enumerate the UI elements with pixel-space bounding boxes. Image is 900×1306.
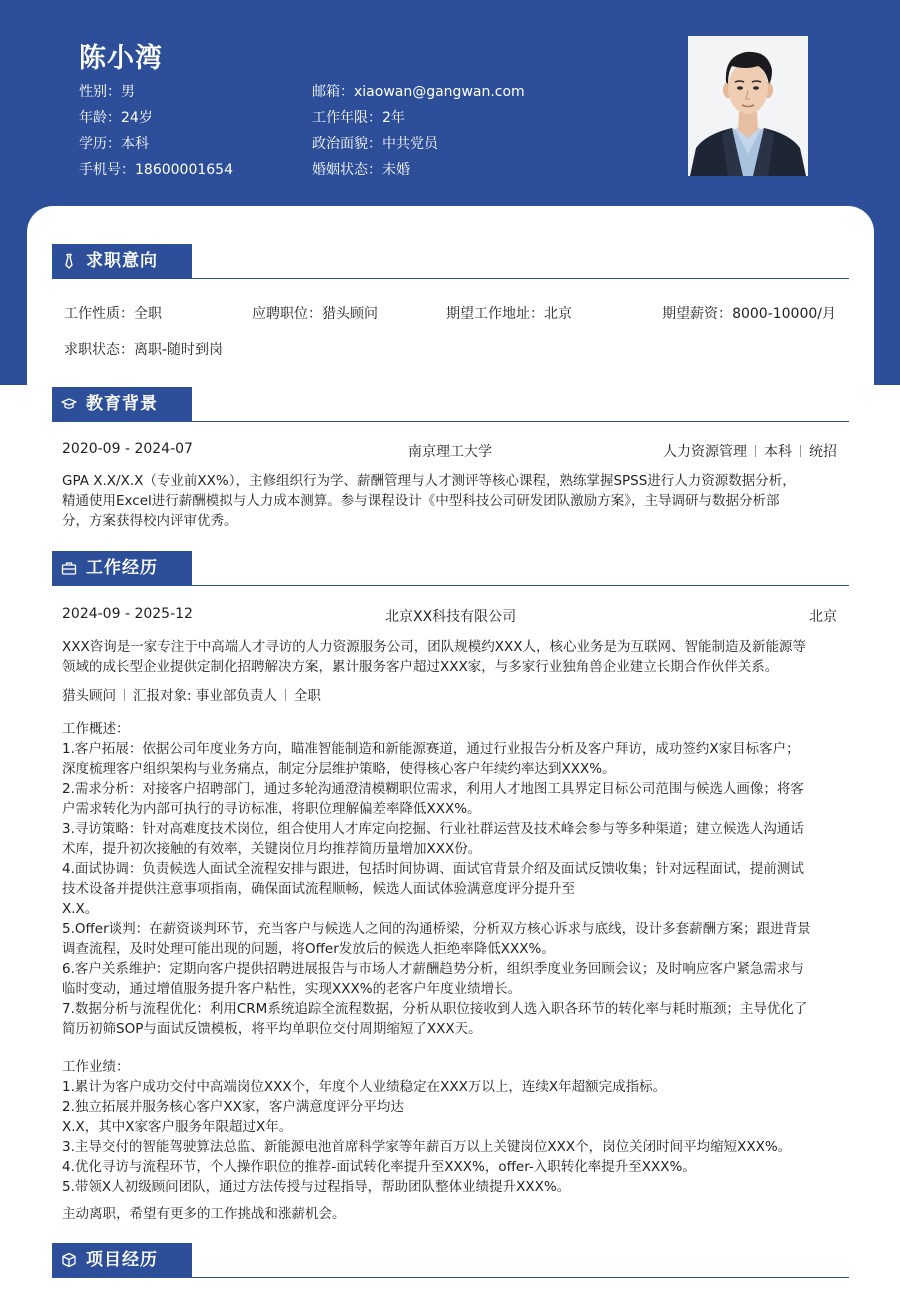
text-line: 4.优化寻访与流程环节，个人操作职位的推荐-面试转化率提升至XXX%，offer-入职转化率提升至XXX%。: [62, 1159, 696, 1175]
work-achievements: [62, 1057, 842, 1197]
section-intent-tab: [52, 244, 192, 278]
basic-info-right: [312, 79, 525, 183]
edu-degree: 本科: [764, 444, 792, 460]
section-intent-title: 求职意向: [86, 251, 158, 271]
text-line: 户需求转化为内部可执行的寻访标准，将职位理解偏差率降低XXX%。: [62, 801, 481, 817]
basic-info-left: [79, 79, 233, 183]
text-line: 分，方案获得校内评审优秀。: [62, 513, 238, 529]
text-line: 工作概述：: [62, 721, 130, 737]
profile-photo: [688, 36, 808, 176]
job-location: [446, 303, 572, 323]
graduation-cap-icon: [61, 396, 77, 412]
cube-icon: [61, 1252, 77, 1268]
section-education-header: [52, 387, 849, 422]
political-status: 政治面貌：中共党员: [312, 136, 438, 152]
divider: [285, 689, 286, 701]
text-line: 临时变动，通过增值服务提升客户粘性，实现XXX%的老客户年度业绩增长。: [62, 981, 522, 997]
job-location-value: 北京: [544, 306, 572, 322]
text-line: 调查流程，及时处理可能出现的问题，将Offer发放后的候选人拒绝率降低XXX%。: [62, 941, 555, 957]
section-education-title: 教育背景: [86, 394, 158, 414]
text-line: 深度梳理客户组织架构与业务痛点，制定分层维护策略，使得核心客户年续约率达到XXX%。: [62, 761, 616, 777]
section-education-tab: [52, 387, 192, 421]
text-line: XXX咨询是一家专注于中高端人才寻访的人力资源服务公司，团队规模约XXX人，核心业务是为互联网、智能制造及新能源等: [62, 639, 806, 655]
section-project-title: 项目经历: [86, 1250, 158, 1270]
work-tag: 猎头顾问: [62, 688, 116, 704]
text-line: 精通使用Excel进行薪酬模拟与人力成本测算。参与课程设计《中型科技公司研发团队激励方案》，主导调研与数据分析部: [62, 493, 780, 509]
edu-description: [62, 471, 842, 531]
section-project-tab: [52, 1243, 192, 1277]
job-type: [64, 303, 162, 323]
text-line: 4.面试协调：负责候选人面试全流程安排与跟进，包括时间协调、面试官背景介绍及面试反馈收集；针对远程面试，提前测试: [62, 861, 804, 877]
text-line: 3.主导交付的智能驾驶算法总监、新能源电池首席科学家等年薪百万以上关键岗位XXX个，岗位关闭时间平均缩短XXX%。: [62, 1139, 792, 1155]
work-company: 北京XX科技有限公司: [385, 609, 517, 625]
text-line: 2.独立拓展并服务核心客户XX家，客户满意度评分平均达: [62, 1099, 404, 1115]
text-line: 领域的成长型企业提供定制化招聘解决方案，累计服务客户超过XXX家，与多家行业独角兽企业建立长期合作伙伴关系。: [62, 659, 779, 675]
text-line: 1.客户拓展：依据公司年度业务方向，瞄准智能制造和新能源赛道，通过行业报告分析及客户拜访，成功签约X家目标客户；: [62, 741, 800, 757]
job-salary-label: 期望薪资：: [662, 306, 733, 322]
divider: [755, 445, 756, 457]
job-status-value: 离职-随时到岗: [134, 342, 224, 358]
job-type-value: 全职: [134, 306, 162, 322]
text-line: 1.累计为客户成功交付中高端岗位XXX个，年度个人业绩稳定在XXX万以上，连续X年超额完成指标。: [62, 1079, 667, 1095]
job-location-label: 期望工作地址：: [446, 306, 544, 322]
text-line: GPA X.X/X.X（专业前XX%），主修组织行为学、薪酬管理与人才测评等核心课程，熟练掌握SPSS进行人力资源数据分析，: [62, 473, 796, 489]
text-line: 5.带领X人初级顾问团队，通过方法传授与过程指导，帮助团队整体业绩提升XXX%。: [62, 1179, 571, 1195]
text-line: 2.需求分析：对接客户招聘部门，通过多轮沟通澄清模糊职位需求，利用人才地图工具界定目标公司范围与候选人画像；将客: [62, 781, 804, 797]
text-line: 3.寻访策略：针对高难度技术岗位，组合使用人才库定向挖掘、行业社群运营及技术峰会参与等多种渠道；建立候选人沟通话: [62, 821, 804, 837]
section-work-tab: [52, 551, 192, 585]
work-tags: [62, 684, 321, 704]
job-status-label: 求职状态：: [64, 342, 134, 358]
text-line: 技术设备并提供注意事项指南，确保面试流程顺畅，候选人面试体验满意度评分提升至: [62, 881, 575, 897]
leave-reason: 主动离职，希望有更多的工作挑战和涨薪机会。: [62, 1206, 346, 1222]
marital-status: 婚姻状态：未婚: [312, 162, 410, 178]
text-line: 工作业绩：: [62, 1059, 130, 1075]
tie-icon: [61, 253, 77, 269]
job-position: [252, 303, 378, 323]
job-position-value: 猎头顾问: [322, 306, 378, 322]
age: 年龄：24岁: [79, 110, 153, 126]
education-level: 学历：本科: [79, 136, 149, 152]
briefcase-icon: [61, 560, 77, 576]
job-salary-value: 8000-10000/月: [732, 306, 836, 322]
email: 邮箱：xiaowan@gangwan.com: [312, 84, 525, 100]
job-salary: [662, 303, 836, 323]
text-line: 简历初筛SOP与面试反馈模板，将平均单职位交付周期缩短了XXX天。: [62, 1021, 482, 1037]
work-period: 2024-09 - 2025-12: [62, 606, 193, 622]
work-duties: [62, 719, 842, 1039]
job-status: [64, 339, 223, 359]
candidate-name: 陈小湾: [79, 43, 163, 74]
edu-meta: [663, 441, 837, 461]
section-work-title: 工作经历: [86, 558, 158, 578]
gender: 性别：男: [79, 84, 135, 100]
edu-enroll: 统招: [809, 444, 837, 460]
text-line: 7.数据分析与流程优化：利用CRM系统追踪全流程数据，分析从职位接收到人选入职各环节的转化率与耗时瓶颈；主导优化了: [62, 1001, 808, 1017]
company-intro: [62, 637, 842, 677]
work-city: 北京: [809, 609, 837, 625]
work-tag: 汇报对象: 事业部负责人: [133, 688, 277, 704]
edu-school: 南京理工大学: [408, 444, 492, 460]
divider: [124, 689, 125, 701]
job-type-label: 工作性质：: [64, 306, 134, 322]
text-line: 5.Offer谈判：在薪资谈判环节，充当客户与候选人之间的沟通桥梁，分析双方核心诉求与底线，设计多套薪酬方案；跟进背景: [62, 921, 811, 937]
work-years: 工作年限：2年: [312, 110, 405, 126]
text-line: 6.客户关系维护：定期向客户提供招聘进展报告与市场人才薪酬趋势分析，组织季度业务回顾会议；及时响应客户紧急需求与: [62, 961, 804, 977]
edu-period: 2020-09 - 2024-07: [62, 441, 193, 457]
text-line: X.X，其中X家客户服务年限超过X年。: [62, 1119, 293, 1135]
section-intent-header: [52, 244, 849, 279]
phone: 手机号：18600001654: [79, 162, 233, 178]
section-project-header: [52, 1243, 849, 1278]
text-line: X.X。: [62, 901, 99, 917]
work-tag: 全职: [293, 688, 321, 704]
divider: [800, 445, 801, 457]
section-work-header: [52, 551, 849, 586]
job-position-label: 应聘职位：: [252, 306, 322, 322]
text-line: 术库，提升初次接触的有效率，关键岗位月均推荐简历量增加XXX份。: [62, 841, 482, 857]
edu-major: 人力资源管理: [663, 444, 747, 460]
